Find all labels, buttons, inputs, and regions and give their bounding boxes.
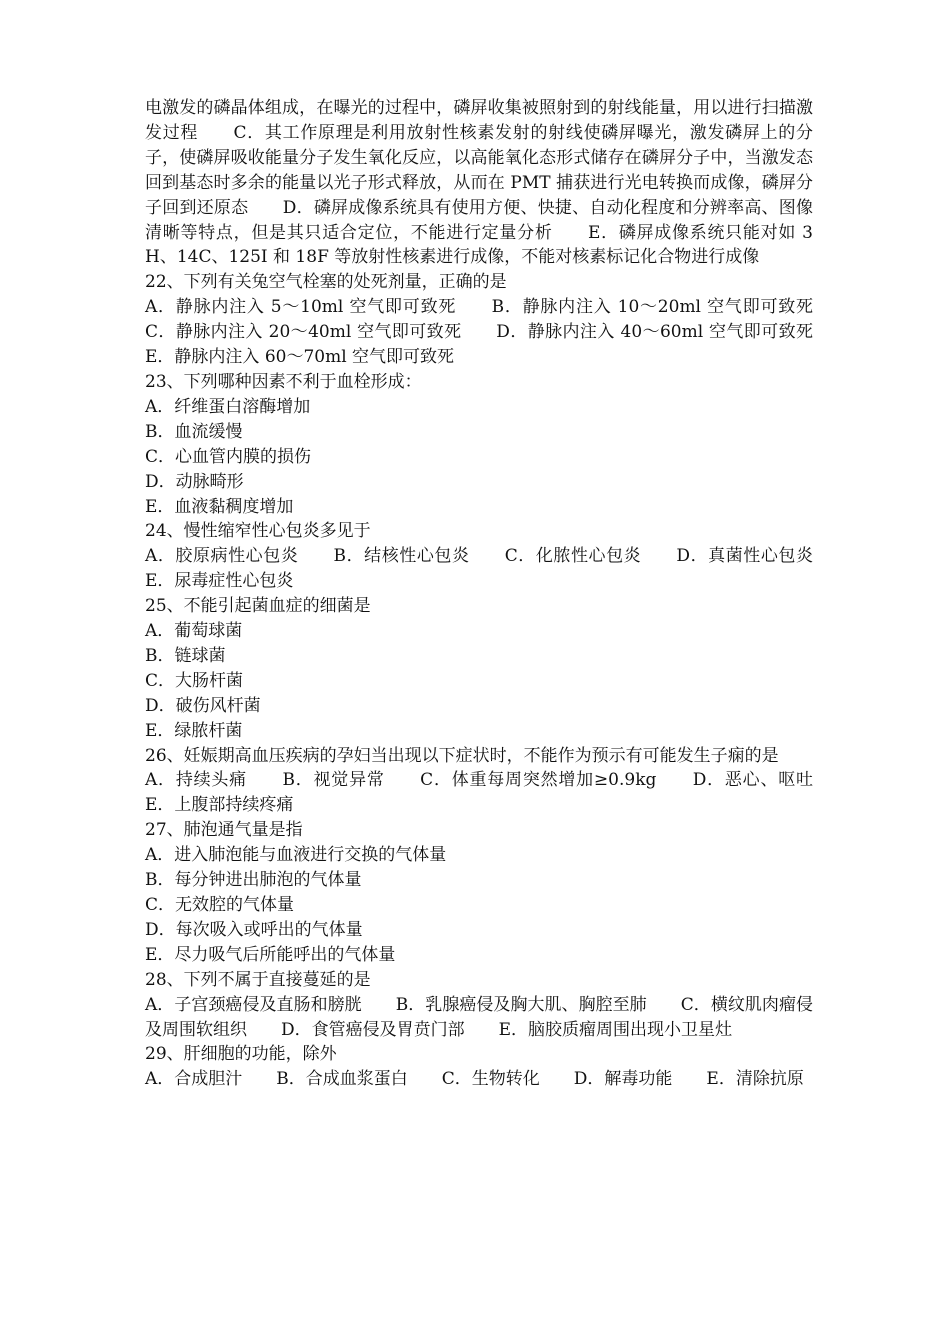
question-25-option-b: B．链球菌 xyxy=(145,645,226,666)
question-27-option-b: B．每分钟进出肺泡的气体量 xyxy=(145,870,362,891)
question-27-option-a: A．进入肺泡能与血液进行交换的气体量 xyxy=(145,845,447,866)
question-28-options: A．子宫颈癌侵及直肠和膀胱 B．乳腺癌侵及胸大肌、胸腔至肺 C．横纹肌肉瘤侵及周围软组织 D．食管癌侵及胃贲门部 E．脑胶质瘤周围出现小卫星灶 xyxy=(145,994,813,1040)
question-22: 22、下列有关兔空气栓塞的处死剂量，正确的是 xyxy=(145,272,507,293)
document-page xyxy=(145,96,847,1092)
question-23-option-e: E．血液黏稠度增加 xyxy=(145,496,294,517)
question-26-options: A．持续头痛 B．视觉异常 C．体重每周突然增加≥0.9kg D．恶心、呕吐 E．上腹部持续疼痛 xyxy=(145,770,847,816)
question-22-options: A．静脉内注入 5～10ml 空气即可致死 B．静脉内注入 10～20ml 空气即可致死 C．静脉内注入 20～40ml 空气即可致死 D．静脉内注入 40～60ml 空气即可致死 E．静脉内注入 60～70ml 空气即可致死 xyxy=(145,297,847,368)
question-23-option-b: B．血流缓慢 xyxy=(145,421,243,442)
question-25-option-d: D．破伤风杆菌 xyxy=(145,695,261,716)
question-27-option-d: D．每次吸入或呼出的气体量 xyxy=(145,919,363,940)
question-23-option-a: A．纤维蛋白溶酶增加 xyxy=(145,396,311,417)
question-25: 25、不能引起菌血症的细菌是 xyxy=(145,596,371,617)
question-29-options: A．合成胆汁 B．合成血浆蛋白 C．生物转化 D．解毒功能 E．清除抗原 xyxy=(145,1069,804,1090)
question-25-option-e: E．绿脓杆菌 xyxy=(145,720,243,741)
question-23: 23、下列哪种因素不利于血栓形成： xyxy=(145,371,422,392)
question-28: 28、下列不属于直接蔓延的是 xyxy=(145,969,371,990)
question-25-option-a: A．葡萄球菌 xyxy=(145,621,243,642)
question-25-option-c: C．大肠杆菌 xyxy=(145,670,244,691)
question-26: 26、妊娠期高血压疾病的孕妇当出现以下症状时，不能作为预示有可能发生子痫的是 xyxy=(145,745,779,766)
question-23-option-d: D．动脉畸形 xyxy=(145,471,244,492)
q21-continuation: 电激发的磷晶体组成，在曝光的过程中，磷屏收集被照射到的射线能量，用以进行扫描激发过程 C．其工作原理是利用放射性核素发射的射线使磷屏曝光，激发磷屏上的分子，使磷屏吸收能量分子发生氧化反应，以高能氧化态形式储存在磷屏分子中，当激发态回到基态时多余的能量以光子形式释放，从而在 PMT 捕获进行光电转换而成像，磷屏分子回到还原态 D．磷屏成像系统具有使用方便、快捷、自动化程度和分辨率高、图像清晰等特点，但是其只适合定位，不能进行定量分析 E．磷屏成像系统只能对如 3H、14C、125I 和 18F 等放射性核素进行成像，不能对核素标记化合物进行成像 xyxy=(145,98,813,268)
question-27-option-c: C．无效腔的气体量 xyxy=(145,895,295,915)
question-24-options: A．胶原病性心包炎 B．结核性心包炎 C．化脓性心包炎 D．真菌性心包炎 E．尿毒症性心包炎 xyxy=(145,546,847,592)
question-24: 24、慢性缩窄性心包炎多见于 xyxy=(145,521,371,542)
question-29: 29、肝细胞的功能，除外 xyxy=(145,1044,337,1065)
question-23-option-c: C．心血管内膜的损伤 xyxy=(145,446,312,467)
question-27: 27、肺泡通气量是指 xyxy=(145,820,303,841)
question-27-option-e: E．尽力吸气后所能呼出的气体量 xyxy=(145,944,396,965)
